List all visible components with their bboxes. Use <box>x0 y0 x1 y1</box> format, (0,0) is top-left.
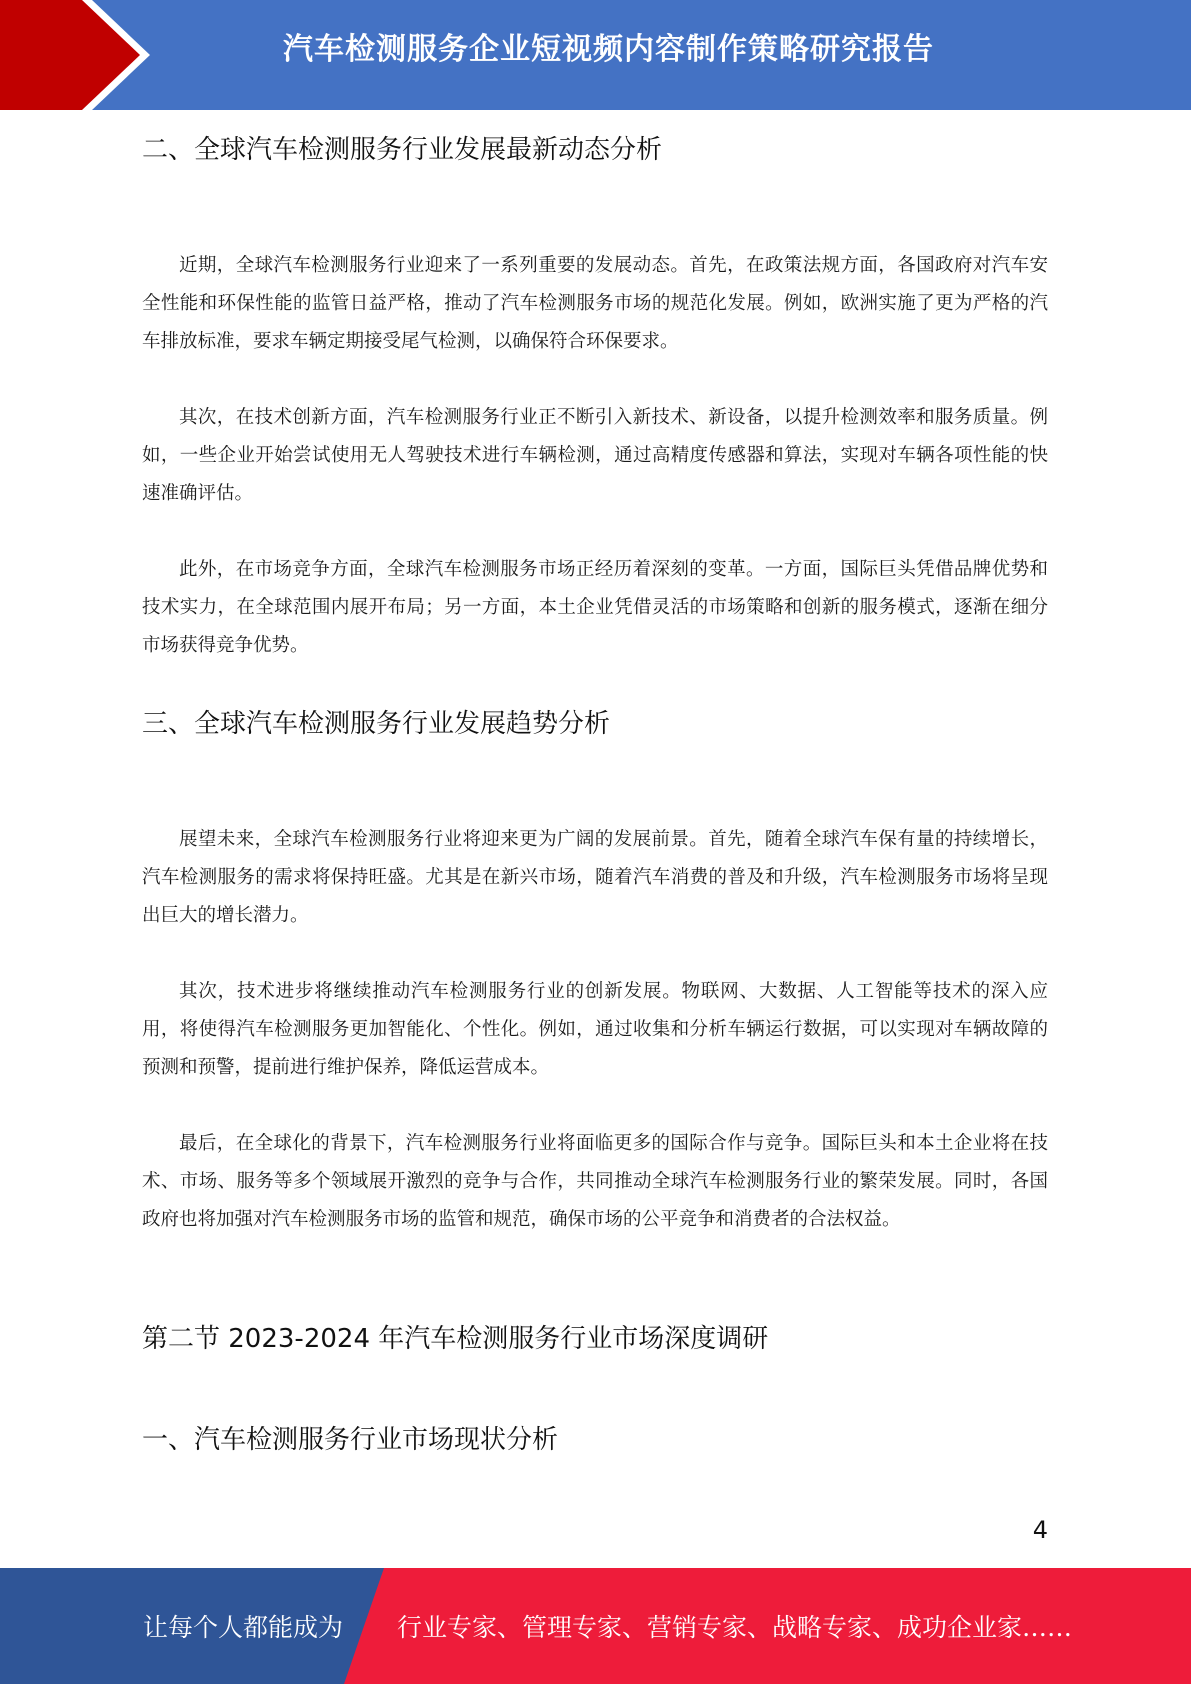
report-title: 汽车检测服务企业短视频内容制作策略研究报告 <box>283 32 934 67</box>
footer-slogan-left: 让每个人都能成为 <box>143 1613 344 1642</box>
header-banner <box>0 0 1191 110</box>
paragraph: 近期，全球汽车检测服务行业迎来了一系列重要的发展动态。首先，在政策法规方面，各国政府对汽车安全性能和环保性能的监管日益严格，推动了汽车检测服务市场的规范化发展。例如，欧洲实施了更为严格的汽车排放标准，要求车辆定期接受尾气检测，以确保符合环保要求。 <box>142 255 1048 352</box>
document-body <box>142 128 1048 1462</box>
footer-banner <box>0 1568 1191 1684</box>
section-heading: 一、汽车检测服务行业市场现状分析 <box>142 1425 559 1455</box>
paragraph: 展望未来，全球汽车检测服务行业将迎来更为广阔的发展前景。首先，随着全球汽车保有量的持续增长，汽车检测服务的需求将保持旺盛。尤其是在新兴市场，随着汽车消费的普及和升级，汽车检测服务市场将呈现出巨大的增长潜力。 <box>142 829 1048 926</box>
paragraph: 其次，技术进步将继续推动汽车检测服务行业的创新发展。物联网、大数据、人工智能等技术的深入应用，将使得汽车检测服务更加智能化、个性化。例如，通过收集和分析车辆运行数据，可以实现对车辆故障的预测和预警，提前进行维护保养，降低运营成本。 <box>142 981 1048 1078</box>
section-heading: 二、全球汽车检测服务行业发展最新动态分析 <box>142 135 663 165</box>
page-number: 4 <box>1032 1516 1048 1544</box>
paragraph: 其次，在技术创新方面，汽车检测服务行业正不断引入新技术、新设备，以提升检测效率和服务质量。例如，一些企业开始尝试使用无人驾驶技术进行车辆检测，通过高精度传感器和算法，实现对车辆各项性能的快速准确评估。 <box>142 407 1048 504</box>
paragraph: 最后，在全球化的背景下，汽车检测服务行业将面临更多的国际合作与竞争。国际巨头和本土企业将在技术、市场、服务等多个领域展开激烈的竞争与合作，共同推动全球汽车检测服务行业的繁荣发展。同时，各国政府也将加强对汽车检测服务市场的监管和规范，确保市场的公平竞争和消费者的合法权益。 <box>142 1133 1048 1230</box>
chapter-heading: 第二节 2023-2024 年汽车检测服务行业市场深度调研 <box>142 1324 769 1354</box>
footer-slogan-right: 行业专家、管理专家、营销专家、战略专家、成功企业家…… <box>397 1613 1073 1642</box>
paragraph: 此外，在市场竞争方面，全球汽车检测服务市场正经历着深刻的变革。一方面，国际巨头凭借品牌优势和技术实力，在全球范围内展开布局；另一方面，本土企业凭借灵活的市场策略和创新的服务模式，逐渐在细分市场获得竞争优势。 <box>142 559 1048 656</box>
section-heading: 三、全球汽车检测服务行业发展趋势分析 <box>142 709 611 739</box>
